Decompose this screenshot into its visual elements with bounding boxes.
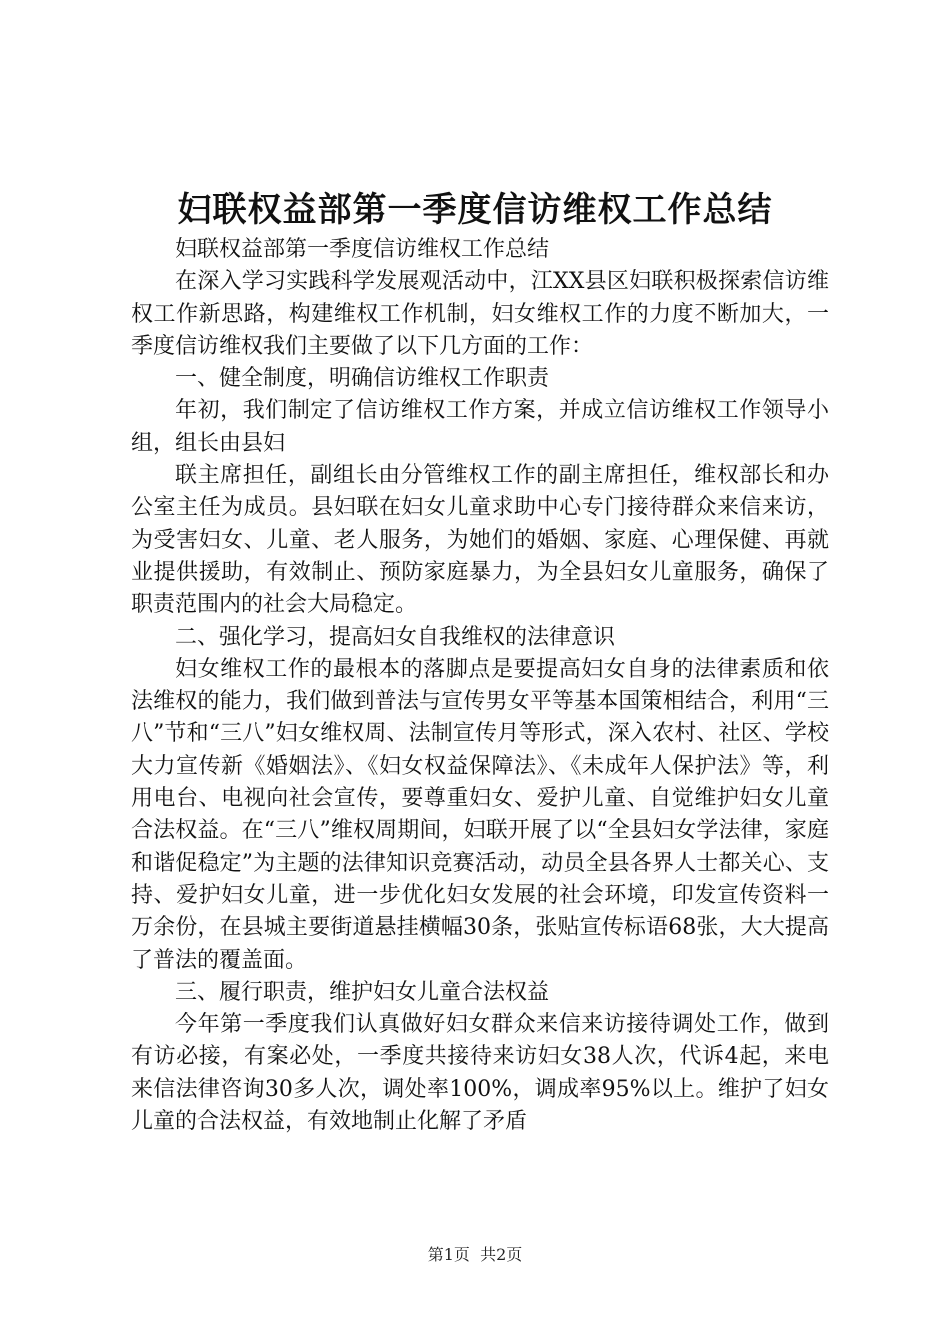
body-paragraph: 联主席担任，副组长由分管维权工作的副主席担任，维权部长和办公室主任为成员。县妇联在妇女儿童求助中心专门接待群众来信来访，为受害妇女、儿童、老人服务，为她们的婚姻、家庭、心理保健、再就业提供援助，有效制止、预防家庭暴力，为全县妇女儿童服务，确保了职责范围内的社会大局稳定。 — [131, 463, 829, 618]
section-heading-2: 二、强化学习，提高妇女自我维权的法律意识 — [175, 624, 616, 650]
body-paragraph: 年初，我们制定了信访维权工作方案，并成立信访维权工作领导小组，组长由县妇 — [131, 398, 829, 456]
page-footer: 第1页 共2页 — [427, 1245, 523, 1264]
subtitle-paragraph: 妇联权益部第一季度信访维权工作总结 — [175, 237, 550, 262]
intro-paragraph: 在深入学习实践科学发展观活动中，江XX县区妇联积极探索信访维权工作新思路，构建维权工作机制，妇女维权工作的力度不断加大，一季度信访维权我们主要做了以下几方面的工作： — [131, 269, 829, 359]
section-heading-1: 一、健全制度，明确信访维权工作职责 — [175, 366, 550, 392]
body-paragraph: 妇女维权工作的最根本的落脚点是要提高妇女自身的法律素质和依法维权的能力，我们做到普法与宣传男女平等基本国策相结合，利用“三八”节和“三八”妇女维权周、法制宣传月等形式，深入农村、社区、学校大力宣传新《婚姻法》、《妇女权益保障法》、《未成年人保护法》等，利用电台、电视向社会宣传，要尊重妇女、爱护儿童、自觉维护妇女儿童合法权益。在“三八”维权周期间，妇联开展了以“全县妇女学法律，家庭和谐促稳定”为主题的法律知识竞赛活动，动员全县各界人士都关心、支持、爱护妇女儿童，进一步优化妇女发展的社会环境，印发宣传资料一万余份，在县城主要街道悬挂横幅30条，张贴宣传标语68张，大大提高了普法的覆盖面。 — [131, 656, 829, 973]
body-paragraph: 今年第一季度我们认真做好妇女群众来信来访接待调处工作，做到有访必接，有案必处，一季度共接待来访妇女38人次，代诉4起，来电来信法律咨询30多人次，调处率100%，调成率95%以上。维护了妇女儿童的合法权益，有效地制止化解了矛盾 — [131, 1012, 829, 1135]
document-body — [131, 234, 829, 1138]
section-heading-3: 三、履行职责，维护妇女儿童合法权益 — [175, 979, 550, 1005]
document-title: 妇联权益部第一季度信访维权工作总结 — [177, 190, 773, 230]
